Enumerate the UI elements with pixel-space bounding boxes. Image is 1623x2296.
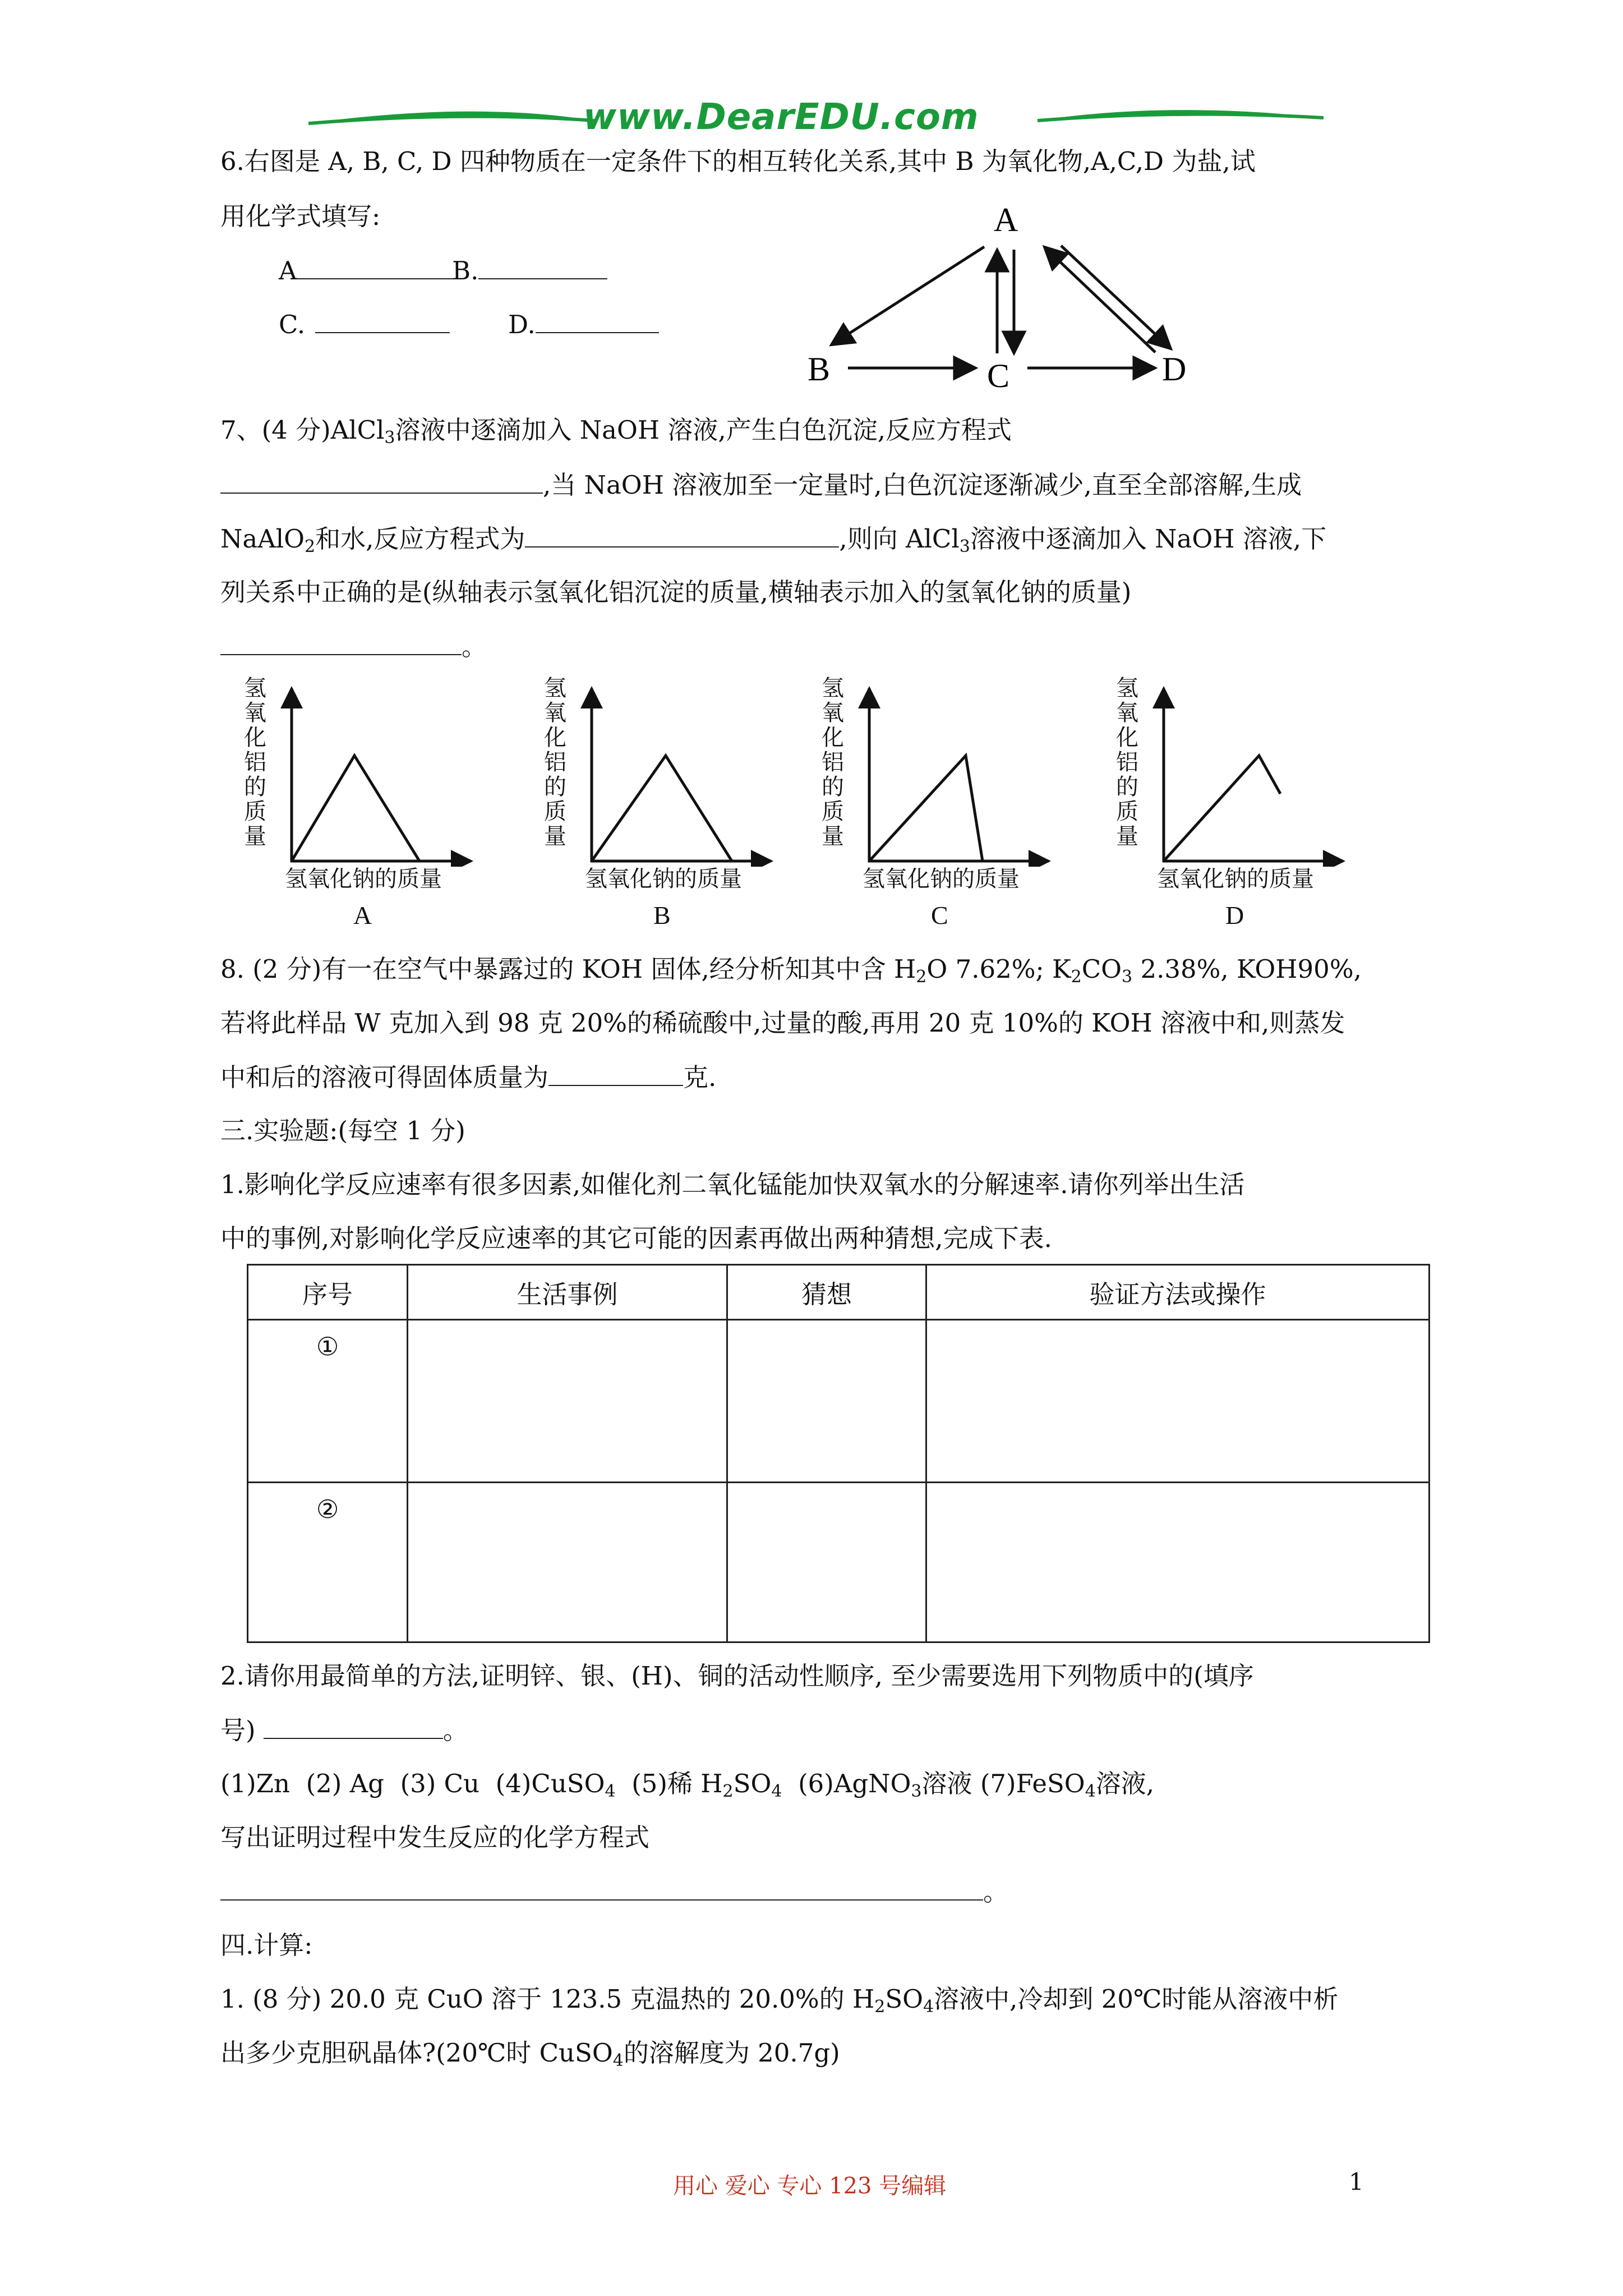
q8-blank[interactable] bbox=[548, 1060, 683, 1086]
arrow-a-to-b bbox=[831, 247, 984, 345]
c1-line2: 出多少克胆矾晶体?(20℃时 CuSO$_4$的溶解度为 20.7g) bbox=[220, 2038, 840, 2070]
e2-line5: 。 bbox=[220, 1875, 1008, 1909]
page-number: 1 bbox=[1349, 2168, 1364, 2196]
e2-blank-1[interactable] bbox=[264, 1713, 443, 1739]
y-axis-label: 氢氧化铝的质量 bbox=[1116, 675, 1138, 849]
graph-d bbox=[1113, 676, 1360, 940]
arrow-a-to-d bbox=[1061, 246, 1171, 349]
q7-line5: 。 bbox=[220, 629, 487, 664]
q6-line2: 用化学式填写: bbox=[220, 201, 381, 231]
arrow-d-to-a bbox=[1044, 247, 1155, 352]
graph-curve bbox=[292, 756, 419, 861]
e2-options: (1)Zn (2) Ag (3) Cu (4)CuSO$_4$ (5)稀 $H_2SO_4$ (6)AgNO$_3$溶液 (7)FeSO$_4$溶液, bbox=[220, 1769, 1155, 1801]
q6-blank-a[interactable] bbox=[297, 254, 454, 279]
row-index: ① bbox=[248, 1320, 408, 1483]
col-header-guess: 猜想 bbox=[727, 1265, 926, 1320]
graph-letter[interactable]: C bbox=[931, 901, 948, 930]
q8-line2: 若将此样品 W 克加入到 98 克 20%的稀硫酸中,过量的酸,再用 20 克 10%的 KOH 溶液中和,则蒸发 bbox=[220, 1008, 1345, 1038]
cell-guess[interactable] bbox=[727, 1320, 926, 1483]
graph-curve bbox=[1164, 756, 1280, 861]
q8-line1: 8. (2 分)有一在空气中暴露过的 KOH 固体,经分析知其中含 $H_2O$ 7.62%; $K_2CO_3$ 2.38%, KOH90%, bbox=[220, 954, 1362, 987]
e2-blank-2[interactable] bbox=[220, 1875, 983, 1901]
node-a: A bbox=[994, 202, 1018, 238]
x-axis-label: 氢氧化钠的质量 bbox=[1157, 866, 1314, 892]
q7-blank-1[interactable] bbox=[220, 468, 543, 494]
site-logo-text[interactable]: www.DearEDU.com bbox=[583, 96, 979, 138]
graph-letter[interactable]: A bbox=[353, 901, 372, 930]
table-row bbox=[248, 1483, 1430, 1642]
q7-line3: NaAlO$_2$和水,反应方程式为 ,则向 AlCl$_3$溶液中逐滴加入 NaOH 溶液,下 bbox=[220, 522, 1326, 556]
q6-field-a[interactable]: A bbox=[279, 254, 454, 288]
q6-line1: 6.右图是 A, B, C, D 四种物质在一定条件下的相互转化关系,其中 B 为氧化物,A,C,D 为盐,试 bbox=[220, 146, 1256, 176]
q7-blank-2[interactable] bbox=[525, 522, 839, 547]
node-d: D bbox=[1162, 351, 1187, 388]
q8-line3: 中和后的溶液可得固体质量为 克. bbox=[220, 1060, 716, 1094]
graph-letter[interactable]: D bbox=[1225, 901, 1244, 930]
e2-line2: 号) 。 bbox=[220, 1713, 468, 1747]
e1-line2: 中的事例,对影响化学反应速率的其它可能的因素再做出两种猜想,完成下表. bbox=[220, 1223, 1052, 1253]
node-b: B bbox=[808, 351, 831, 388]
q6-field-b[interactable]: B. bbox=[452, 254, 607, 288]
e1-line1: 1.影响化学反应速率有很多因素,如催化剂二氧化锰能加快双氧水的分解速率.请你列举出生活 bbox=[220, 1170, 1245, 1199]
col-header-example: 生活事例 bbox=[408, 1265, 727, 1320]
q6-field-c[interactable]: C. bbox=[279, 307, 450, 342]
x-axis-label: 氢氧化钠的质量 bbox=[585, 866, 742, 892]
table-row bbox=[248, 1320, 1430, 1483]
section-4-title: 四.计算: bbox=[220, 1930, 313, 1960]
cell-example[interactable] bbox=[408, 1320, 727, 1483]
q6-field-d[interactable]: D. bbox=[508, 307, 659, 342]
y-axis-label: 氢氧化铝的质量 bbox=[822, 675, 844, 849]
graph-a bbox=[241, 676, 488, 940]
y-axis-label: 氢氧化铝的质量 bbox=[544, 675, 566, 849]
footer-text: 用心 爱心 专心 123 号编辑 bbox=[673, 2173, 947, 2199]
q7-blank-3[interactable] bbox=[220, 629, 462, 655]
cell-guess[interactable] bbox=[727, 1483, 926, 1642]
conversion-diagram bbox=[785, 202, 1211, 404]
x-axis-label: 氢氧化钠的质量 bbox=[285, 866, 442, 892]
e2-line4: 写出证明过程中发生反应的化学方程式 bbox=[220, 1823, 650, 1852]
q7-line2: ,当 NaOH 溶液加至一定量时,白色沉淀逐渐减少,直至全部溶解,生成 bbox=[220, 468, 1302, 502]
cell-method[interactable] bbox=[926, 1320, 1430, 1483]
graph-curve bbox=[869, 756, 983, 861]
c1-line1: 1. (8 分) 20.0 克 CuO 溶于 123.5 克温热的 20.0%的 $H_2SO_4$溶液中,冷却到 20℃时能从溶液中析 bbox=[220, 1984, 1339, 2017]
q7-line1: 7、(4 分)AlCl$_3$溶液中逐滴加入 NaOH 溶液,产生白色沉淀,反应方程式 bbox=[220, 415, 1012, 448]
graph-b bbox=[541, 676, 788, 940]
graph-curve bbox=[592, 756, 732, 861]
e2-line1: 2.请你用最简单的方法,证明锌、银、(H)、铜的活动性顺序, 至少需要选用下列物质中的(填序 bbox=[220, 1661, 1254, 1691]
x-axis-label: 氢氧化钠的质量 bbox=[863, 866, 1020, 892]
row-index: ② bbox=[248, 1483, 408, 1642]
col-header-method: 验证方法或操作 bbox=[926, 1265, 1430, 1320]
cell-example[interactable] bbox=[408, 1483, 727, 1642]
node-c: C bbox=[987, 357, 1010, 394]
graph-letter[interactable]: B bbox=[653, 901, 671, 930]
q7-line4: 列关系中正确的是(纵轴表示氢氧化铝沉淀的质量,横轴表示加入的氢氧化钠的质量) bbox=[220, 577, 1132, 607]
col-header-index: 序号 bbox=[248, 1265, 408, 1320]
y-axis-label: 氢氧化铝的质量 bbox=[244, 675, 266, 849]
q6-blank-d[interactable] bbox=[536, 307, 659, 333]
experiment-table bbox=[247, 1264, 1430, 1643]
cell-method[interactable] bbox=[926, 1483, 1430, 1642]
q6-blank-c[interactable] bbox=[315, 307, 450, 333]
graph-c bbox=[819, 676, 1066, 940]
q6-blank-b[interactable] bbox=[478, 254, 607, 279]
section-3-title: 三.实验题:(每空 1 分) bbox=[220, 1116, 465, 1145]
